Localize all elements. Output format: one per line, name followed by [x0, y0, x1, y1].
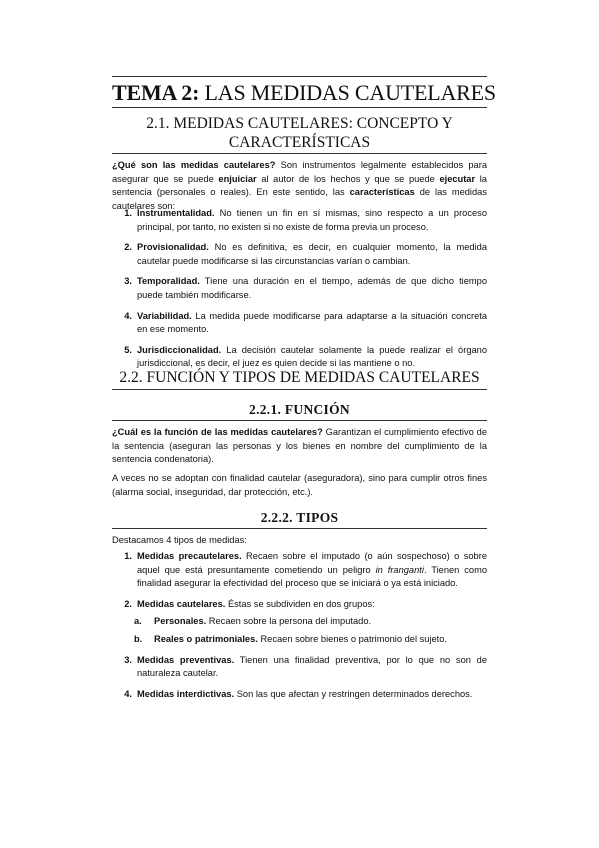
section-heading-2-2 — [112, 368, 487, 387]
tipos-list — [125, 550, 487, 708]
section-heading-2-1 — [112, 114, 487, 152]
item-text: La decisión cautelar solamente la puede realizar el órgano jurisdiccional, es decir, el juez es quien decide si las mantiene o no. — [137, 344, 487, 369]
title-bold: TEMA 2: — [112, 80, 200, 105]
title-bottom-rule — [112, 107, 487, 108]
subsection-heading-funcion — [112, 399, 487, 421]
title-top-rule — [112, 76, 487, 77]
section-2-2-rule — [112, 389, 487, 390]
item-text: Son las que afectan y restringen determinados derechos. — [234, 688, 473, 699]
sub-item-text: Recaen sobre bienes o patrimonio del sujeto. — [257, 633, 448, 644]
funcion-text: A veces no se adoptan con finalidad cautelar (aseguradora), sino para cumplir otros fines (alarma social, inseguridad, dar protección, etc.). — [112, 473, 487, 497]
item-term: Provisionalidad. — [137, 242, 209, 253]
item-italic: in franganti — [375, 564, 424, 575]
intro-question: ¿Qué son las medidas cautelares? — [112, 160, 276, 170]
intro-text-1: Son instrumentos legalmente establecidos para asegurar que se puede — [112, 160, 487, 184]
intro-bold-1: enjuiciar — [218, 173, 257, 184]
sub-item-letter: a. — [134, 616, 142, 627]
item-term: Instrumentalidad. — [137, 208, 215, 218]
list-item — [125, 241, 487, 268]
item-number: 1. — [124, 208, 132, 218]
item-text: La medida puede modificarse para adaptarse a la situación concreta en ese momento. — [137, 310, 487, 335]
item-text: . Tienen como finalidad asegurar la efectividad del proceso que se iniciará o ya está iniciado. — [137, 564, 488, 589]
section-heading-text: 2.2. FUNCIÓN Y TIPOS DE MEDIDAS CAUTELARES — [119, 369, 480, 386]
section-2-1-rule — [112, 153, 487, 154]
tipos-intro-text: Destacamos 4 tipos de medidas: — [112, 535, 247, 545]
item-term: Jurisdiccionalidad. — [137, 344, 222, 355]
item-number: 1. — [124, 551, 132, 561]
item-number: 3. — [124, 276, 132, 287]
item-number: 2. — [124, 242, 132, 253]
item-number: 4. — [124, 310, 132, 321]
item-term: Medidas cautelares. — [137, 598, 226, 609]
list-item — [125, 310, 487, 337]
sub-item-term: Personales. — [154, 616, 207, 627]
item-text: No es definitiva, es decir, en cualquier momento, la medida cautelar puede modificarse si las circunstancias varían o cambian. — [137, 242, 487, 266]
page-title — [112, 80, 496, 106]
funcion-paragraph — [112, 426, 487, 467]
item-text: Tienen una finalidad preventiva, por lo que no son de naturaleza cautelar. — [137, 654, 487, 679]
item-term: Medidas preventivas. — [137, 654, 235, 665]
item-number: 2. — [124, 598, 132, 609]
item-text: No tienen un fin en sí mismas, sino respecto a un proceso principal, por tanto, no existen si no existe de forma previa un proceso. — [137, 208, 487, 232]
list-item — [125, 654, 487, 681]
item-term: Medidas precautelares. — [137, 551, 242, 561]
subsection-heading-text: 2.2.2. TIPOS — [260, 510, 339, 525]
list-item — [125, 550, 487, 591]
item-number: 5. — [124, 344, 132, 355]
characteristics-list — [125, 207, 487, 378]
section-heading-line1: 2.1. MEDIDAS CAUTELARES: CONCEPTO Y — [146, 115, 453, 132]
item-text: Tiene una duración en el tiempo, además de que dicho tiempo puede también modificarse. — [137, 276, 487, 300]
intro-text-4: de las medidas cautelares son: — [112, 187, 487, 211]
title-rest: LAS MEDIDAS CAUTELARES — [199, 80, 496, 105]
list-item — [125, 207, 487, 234]
item-text: Éstas se subdividen en dos grupos: — [225, 598, 375, 609]
sub-list-item — [125, 633, 487, 647]
item-number: 3. — [124, 654, 132, 665]
intro-text-3: la sentencia (personales o reales). En este sentido, las — [112, 173, 487, 198]
intro-text-2: al autor de los hechos y que se puede — [256, 173, 440, 184]
list-item — [125, 688, 487, 702]
subsection-heading-text: 2.2.1. FUNCIÓN — [249, 402, 350, 417]
section-heading-line2: CARACTERÍSTICAS — [228, 134, 371, 151]
intro-paragraph — [112, 159, 487, 213]
tipos-intro — [112, 534, 487, 548]
sub-list-item — [125, 615, 487, 629]
sub-item-term: Reales o patrimoniales. — [154, 633, 258, 644]
list-item — [125, 598, 487, 612]
item-text: Recaen sobre el imputado (o aún sospechoso) o sobre aquel que está presuntamente cometiendo un peligro — [137, 551, 487, 575]
list-item — [125, 275, 487, 302]
funcion-question: ¿Cuál es la función de las medidas cautelares? — [112, 427, 323, 437]
list-item — [125, 344, 487, 371]
intro-bold-2: ejecutar — [439, 173, 476, 184]
item-term: Variabilidad. — [137, 310, 192, 321]
item-term: Temporalidad. — [137, 276, 200, 287]
funcion-paragraph-2 — [112, 472, 487, 499]
subsection-heading-tipos — [112, 507, 487, 529]
sub-item-letter: b. — [134, 633, 143, 644]
item-term: Medidas interdictivas. — [137, 688, 235, 699]
sub-item-text: Recaen sobre la persona del imputado. — [206, 616, 372, 627]
item-number: 4. — [124, 688, 132, 699]
intro-bold-3: características — [349, 187, 415, 198]
funcion-answer: Garantizan el cumplimiento efectivo de la sentencia (aseguran las personas y los bienes en nombre del cumplimiento de la sentencia condenatoria). — [112, 427, 487, 465]
